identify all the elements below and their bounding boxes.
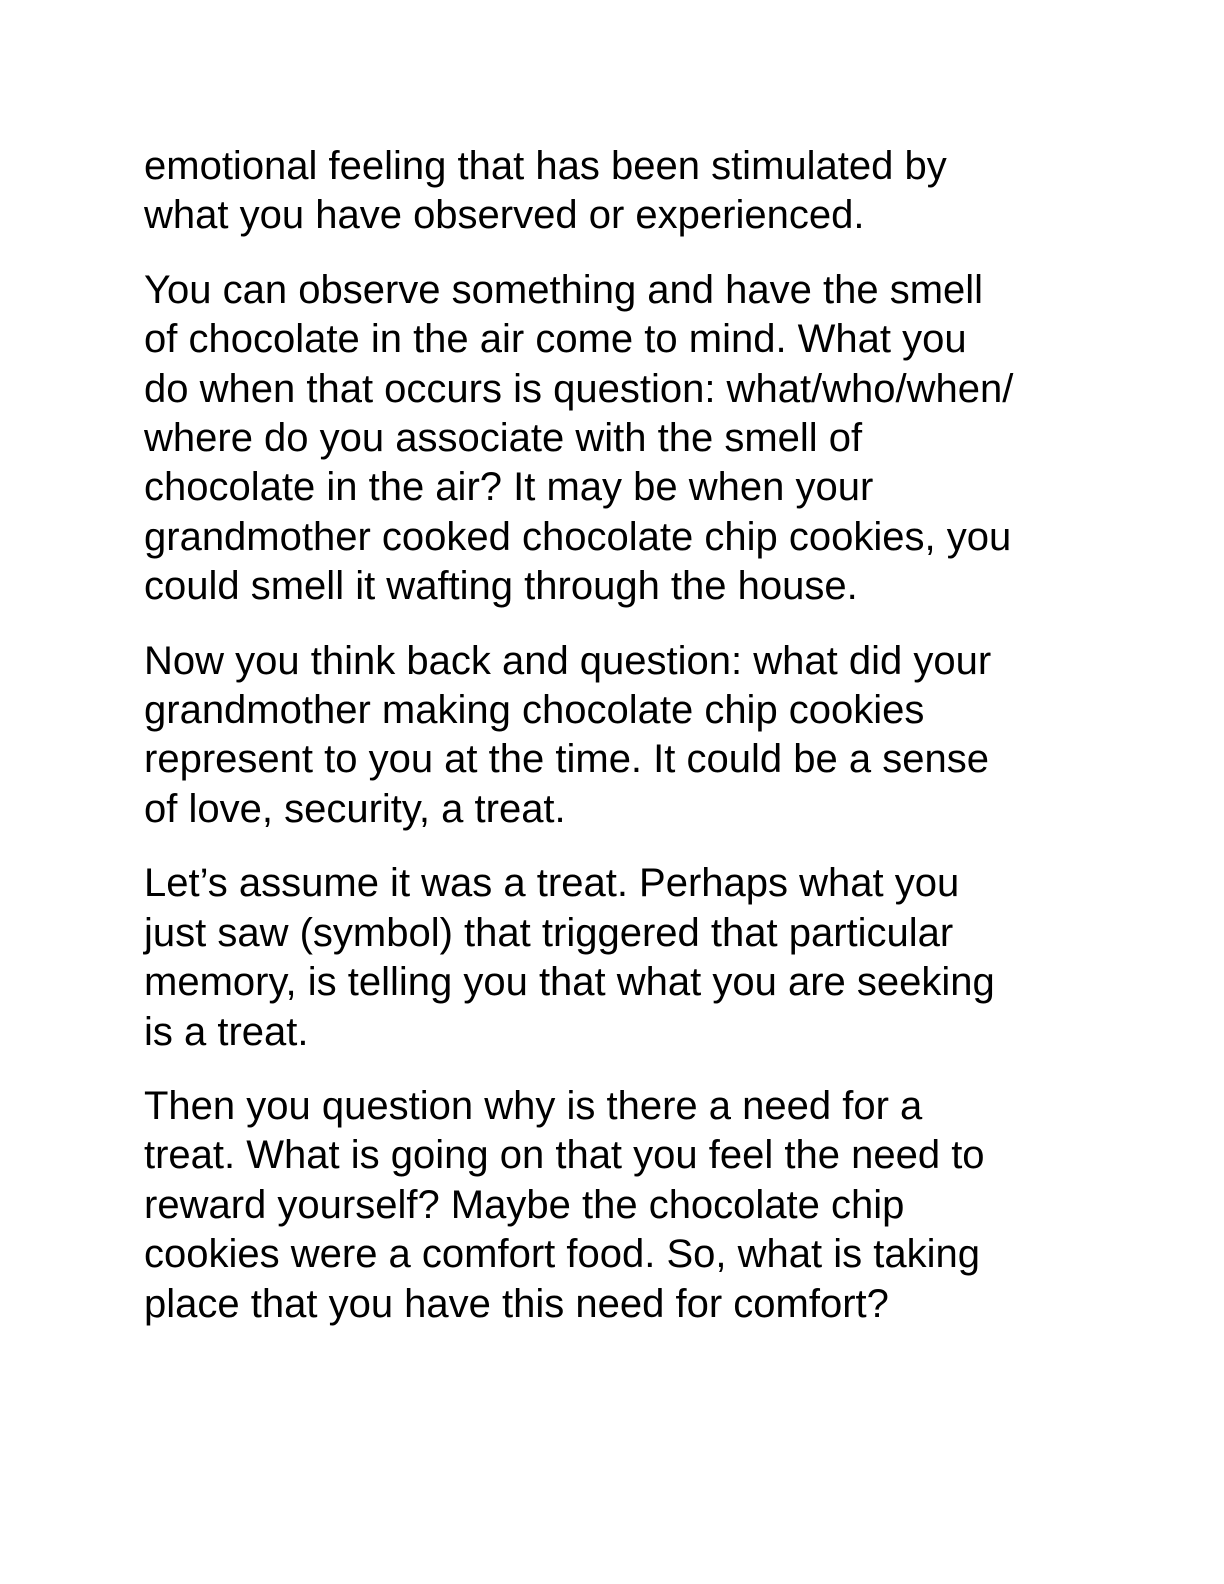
paragraph-5 [144,1082,1084,1329]
text-line: just saw (symbol) that triggered that particular [144,910,954,955]
text-line: where do you associate with the smell of [144,416,863,461]
text-line: of chocolate in the air come to mind. What you [144,317,967,362]
paragraph-1 [144,142,1084,241]
text-line: grandmother making chocolate chip cookies [144,688,925,733]
text-line: Let’s assume it was a treat. Perhaps what you [144,861,960,906]
paragraph-3 [144,637,1084,835]
text-line: place that you have this need for comfort? [144,1281,889,1326]
text-line: treat. What is going on that you feel the need to [144,1133,985,1178]
text-line: You can observe something and have the smell [144,267,984,312]
paragraph-4 [144,859,1084,1057]
body-text [144,142,1084,1354]
text-line: what you have observed or experienced. [144,193,865,238]
text-line: cookies were a comfort food. So, what is taking [144,1232,980,1277]
paragraph-2 [144,266,1084,612]
text-line: represent to you at the time. It could be a sense [144,737,989,782]
text-line: do when that occurs is question: what/who/when/ [144,366,1014,411]
text-line: grandmother cooked chocolate chip cookies, you [144,514,1012,559]
text-line: chocolate in the air? It may be when your [144,465,874,510]
text-line: Then you question why is there a need for a [144,1083,923,1128]
text-line: reward yourself? Maybe the chocolate chip [144,1182,905,1227]
text-line: of love, security, a treat. [144,786,566,831]
text-line: memory, is telling you that what you are seeking [144,960,995,1005]
text-line: Now you think back and question: what did your [144,638,992,683]
text-line: is a treat. [144,1009,309,1054]
text-line: could smell it wafting through the house. [144,564,858,609]
text-line: emotional feeling that has been stimulated by [144,144,947,188]
